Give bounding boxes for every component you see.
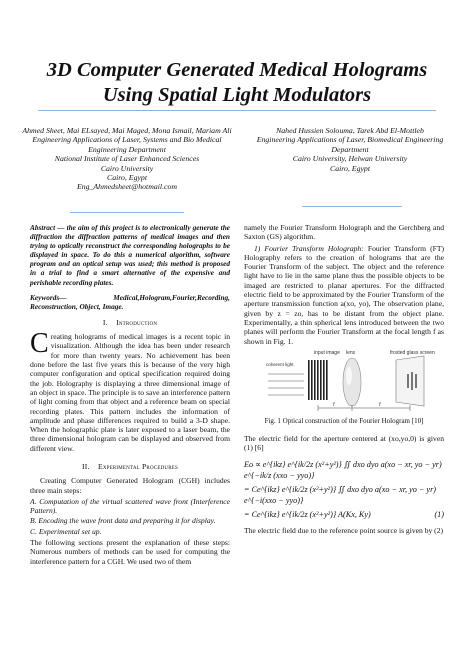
authors-left-affil-2: National Institute of Laser Enhanced Sciences <box>54 154 200 164</box>
right-column <box>244 223 444 537</box>
authors-left-email: Eng_Ahmedsheet@hotmail.com <box>76 182 178 192</box>
figure-1-caption: Fig. 1 Optical construction of the Fourier Hologram [10] <box>264 416 424 425</box>
screen-pattern <box>407 372 417 390</box>
authors-right-affil-1: Engineering Applications of Laser, Biomedical Engineering Department <box>256 135 444 154</box>
author-rule-left <box>70 212 184 213</box>
section-1-number: I. <box>102 317 108 327</box>
cgh-intro: Creating Computer Generated Hologram (CGH) includes three main steps: <box>30 476 230 495</box>
figure-label-light: coherent light <box>266 361 294 367</box>
equation-1-line-3: = Ce^{ikz} e^{ik/2z (x²+y²)} A(Kx, Ky) <box>244 509 371 519</box>
fth-paragraph <box>244 244 444 346</box>
focal-label-2: f <box>379 401 381 408</box>
authors-left-affil-3: Cairo University <box>100 163 154 173</box>
frosted-glass-screen <box>396 356 424 406</box>
figure-label-input: input image <box>314 349 340 356</box>
step-a: A. Computation of the virtual scattered wave front (Interference Pattern). <box>30 496 230 516</box>
left-column <box>30 223 230 568</box>
intro-paragraph <box>30 328 230 453</box>
authors-right <box>252 126 448 173</box>
fth-text: Fourier Transform (FT) Holography refers to the creation of holograms that are the Fourier Transform of the subject. The object and the reference light have to lie in the same plane thus the possible objects to be imaged are restricted to planar apertures. For the diffracted electric field to be approximated by the Fourier Transform of the aperture transmission function a(xo, yo), The observation plane, given by z = zo, has to be distant from the object plane. Experimentally, a thin spherical lens introduced between the two planes will perform the Fourier Transform at the focal length f as shown in Fig. 1. <box>244 243 444 346</box>
equation-1-number: (1) <box>434 509 444 519</box>
right-intro: namely the Fourier Transform Holograph and the Gerchberg and Saxton (GS) algorithm. <box>244 223 444 242</box>
authors-left-affil-4: Cairo, Egypt <box>107 173 147 183</box>
equation-1 <box>244 459 444 520</box>
reference-text: The electric field due to the reference point source is given by (2) <box>244 525 444 535</box>
section-heading-1 <box>30 318 230 327</box>
keywords: Keywords— Medical,Hologram,Fourier,Recording, Reconstruction, Object, Image. <box>30 292 230 311</box>
authors-right-names: Nahed Hussien Solouma, Tarek Abd El-Mottleb <box>276 126 424 135</box>
authors-left-names: Ahmed Sheet, Mai ELsayed, Mai Maged, Mona Ismail, Mariam Ali <box>22 126 232 135</box>
fth-heading: 1) Fourier Transform Holograph: <box>254 243 364 253</box>
figure-label-screen: frosted glass screen <box>390 349 435 356</box>
section-2-title: Experimental Procedures <box>98 462 178 471</box>
authors-right-affil-3: Cairo, Egypt <box>330 163 370 173</box>
equation-1-line-3-wrap <box>244 509 444 520</box>
section-heading-2 <box>30 462 230 471</box>
focal-markers <box>318 405 410 411</box>
following-text: The following sections present the explanation of these steps: Numerous numbers of methods can be used for computing the interference pattern for a CGH. We used two of them <box>30 538 230 566</box>
lens-shape <box>343 358 361 406</box>
section-1-title: Introduction <box>116 317 158 327</box>
title-rule <box>38 110 436 111</box>
focal-label-1: f <box>333 401 335 408</box>
lens-highlight <box>346 367 352 385</box>
step-b: B. Encoding the wave front data and preparing it for display. <box>30 516 216 526</box>
title-line-1: 3D Computer Generated Medical Holograms <box>46 59 428 81</box>
efield-text: The electric field for the aperture centered at (xo,yo,0) is given (1) [6] <box>244 434 444 453</box>
abstract: Abstract — the aim of this project is to electronically generate the diffraction the diffraction patterns of medical images and then trying to optically reconstruct the corresponding holographs to be displayed in space. To do this a numerical algorithm, software program and an optical setup was used; this method is proposed in a trial to find a smart alternative of the expensive and perishable recording plates. <box>30 223 230 287</box>
intro-dropcap: C <box>30 328 49 360</box>
paper-title <box>20 58 454 108</box>
section-2-number: II. <box>82 462 90 471</box>
steps-list <box>30 497 230 536</box>
authors-right-affil-2: Cairo University, Helwan University <box>292 154 408 164</box>
step-c: C. Experimental set up. <box>30 526 102 536</box>
author-rule-right <box>302 206 402 207</box>
intro-text: reating holograms of medical images is a recent topic in visualization. Although the idea has been under research for more than twenty years. No achievement has been done before the last five years this is because of the very high computer configuration and optical specification required doing the job. Holography is displaying a three dimensional image of an object in space. The principle is to save an interference pattern of light coming from that object and a reference beam on special recording plates. This pattern includes the information of amplitude and phase differences required to build a 3-D shape. When the holographic plate is later exposed to a laser beam, the three dimensional hologram can be displayed and observed from different view. <box>30 332 230 453</box>
authors-left-affil-1: Engineering Applications of Laser, Systems and Bio Medical Engineering Department <box>32 135 222 154</box>
equation-1-line-1: Eo ∝ e^{ikz} e^{ik/2z (x²+y²)} ∬ dxo dyo a(xo − xr, yo − yr) e^{−ik/z (xxo − yyo)} <box>244 459 442 480</box>
authors-left <box>16 126 238 192</box>
figure-1 <box>244 348 444 414</box>
title-line-2: Using Spatial Light Modulators <box>102 84 372 106</box>
coherent-light-arrows <box>268 374 304 395</box>
equation-1-line-2: = Ce^{ikz} e^{ik/2z (x²+y²)} ∬ dxo dyo a(xo − xr, yo − yr) e^{−i(xxo − yyo)} <box>244 484 436 505</box>
input-image-grating <box>308 360 328 400</box>
figure-label-lens: lens <box>346 349 356 356</box>
